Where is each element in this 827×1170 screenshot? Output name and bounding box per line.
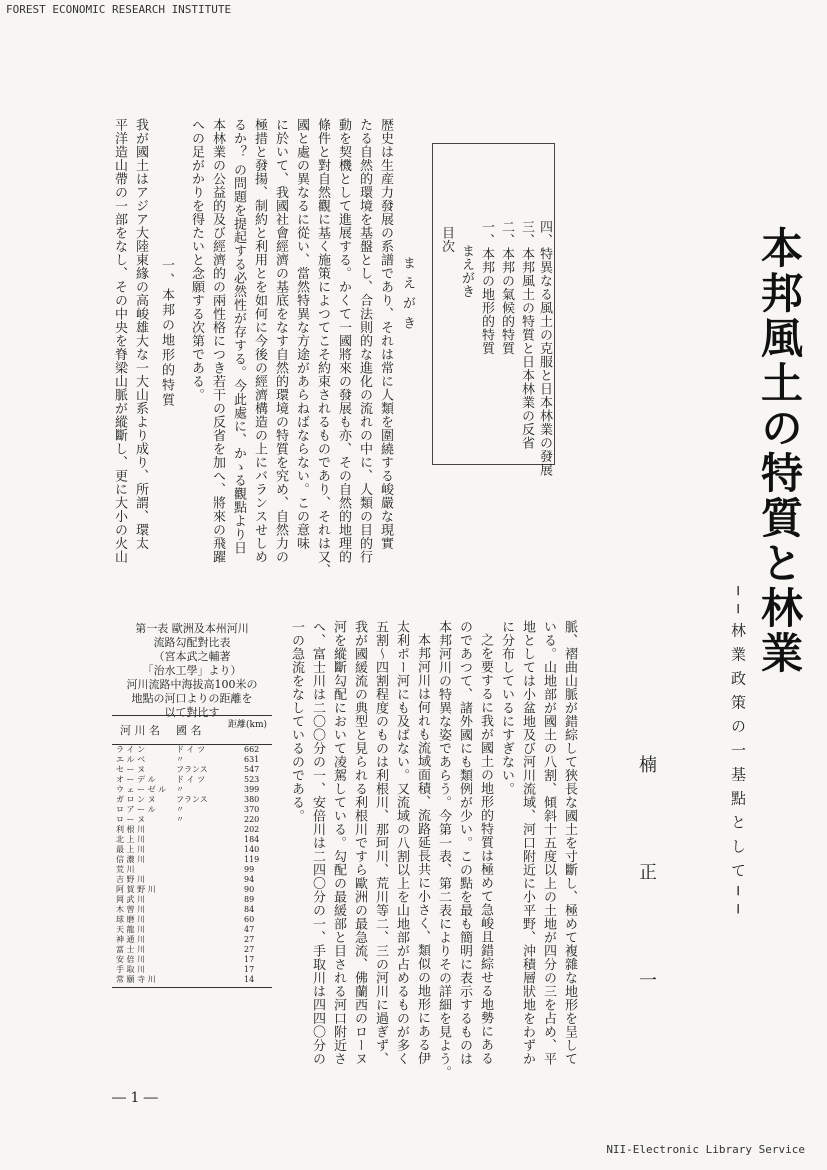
cell-distance: 99 (244, 865, 255, 874)
cell-river: 球 磨 川 (116, 915, 146, 924)
text-column: 極措と發揚、制約と利用とを如何に今後の經濟構造の上にバランスせしめ (252, 118, 267, 564)
text-column: 五割～四割程度のものは利根川、那珂川、荒川等二、三の河川に過ぎず、 (373, 620, 388, 1066)
cell-country: 〃 (176, 785, 184, 794)
table-row (112, 805, 272, 814)
cell-distance: 47 (244, 925, 255, 934)
cell-country: フランス (176, 765, 208, 774)
cell-river: 信 濃 川 (116, 855, 146, 864)
cell-river: 安 倍 川 (116, 955, 146, 964)
table-row (112, 835, 272, 844)
table-row (112, 935, 272, 944)
cell-distance: 184 (244, 835, 260, 844)
cell-river: 木 曾 川 (116, 905, 146, 914)
cell-distance: 380 (244, 795, 260, 804)
table-row (112, 865, 272, 874)
header-river: 河 川 名 (120, 724, 160, 737)
table-row (112, 975, 272, 984)
table-row (112, 785, 272, 794)
text-column: 我が國緩流の典型と見られる利根川ですら歐洲の最急流、佛蘭西のローヌ (352, 620, 367, 1066)
text-column: いる。山地部が國土の八割、傾斜十五度以上の土地が四分の三を占め、平 (541, 620, 556, 1066)
table-row (112, 845, 272, 854)
table-1 (112, 622, 272, 1012)
table-row (112, 825, 272, 834)
section-heading-1: 一、本邦の地形的特質 (159, 258, 174, 408)
text-column: のであつて、諸外國にも類例が少い。この點を最も簡明に表示するものは (457, 620, 472, 1066)
cell-river: 北 上 川 (116, 835, 146, 844)
cell-distance: 202 (244, 825, 260, 834)
cell-river: 最 上 川 (116, 845, 146, 854)
cell-river: ウ ェ ー ゼ ル (116, 785, 167, 794)
cell-distance: 547 (244, 765, 260, 774)
text-column: 本林業の公益的及び經濟的の兩性格につき若干の反省を加へ、將來の飛躍 (210, 118, 225, 564)
cell-distance: 60 (244, 915, 255, 924)
cell-distance: 27 (244, 945, 255, 954)
cell-river: エ ル ベ (116, 755, 146, 764)
toc-item: 二、本邦の氣候的特質 (499, 220, 514, 355)
header-country: 國 名 (176, 724, 202, 737)
cell-distance: 370 (244, 805, 260, 814)
cell-river: セ ー ヌ (116, 765, 146, 774)
table-row (112, 775, 272, 784)
cell-river: ガ ロ ン ヌ (116, 795, 156, 804)
cell-river: オ ー デ ル (116, 775, 156, 784)
cell-river: ラ イ ン (116, 745, 146, 754)
table-row (112, 765, 272, 774)
cell-distance: 14 (244, 975, 255, 984)
cell-distance: 631 (244, 755, 260, 764)
table-row (112, 795, 272, 804)
table-row (112, 945, 272, 954)
table-row (112, 855, 272, 864)
cell-distance: 17 (244, 965, 255, 974)
header-distance: 距離(km) (228, 720, 268, 730)
table-caption: 第一表 歐洲及本州河川 流路勾配對比表 （宮本武之輔著 「治水工學」より） 河川流路中海拔高100米の 地點の河口よりの距離を 以て對比す (126, 622, 258, 719)
text-column: 平洋造山帶の一部をなし、その中央を脊梁山脈が縱斷し、更に大小の火山 (112, 118, 127, 564)
cell-river: 利 根 川 (116, 825, 146, 834)
cell-distance: 662 (244, 745, 260, 754)
table-row (112, 885, 272, 894)
cell-country: ド イ ツ (176, 745, 206, 754)
text-column: 條件と對自然觀に基く施策によつてこそ約束されるものであり、それは又、 (315, 118, 330, 577)
section-heading-intro: まえがき (400, 256, 415, 336)
table-row (112, 965, 272, 974)
cell-distance: 399 (244, 785, 260, 794)
text-column: 河を縱斷勾配において凌駕している。勾配の最緩部と目される河口附近さ (331, 620, 346, 1066)
text-column: 本邦河川の特異な姿であらう。今第一表、第二表によりその詳細を見よう。 (436, 620, 451, 1079)
text-column: 一の急流をなしているのである。 (289, 620, 304, 823)
cell-river: 吉 野 川 (116, 875, 146, 884)
text-column: たる自然的環境を基盤とし、合法則的な進化の流れの中に、人類の目的行 (357, 118, 372, 564)
cell-distance: 94 (244, 875, 255, 884)
header-institute: FOREST ECONOMIC RESEARCH INSTITUTE (6, 3, 232, 16)
table-row (112, 955, 272, 964)
cell-country: 〃 (176, 805, 184, 814)
text-column: に於いて、我國社會經濟の基底をなす自然的環境の特質を究め、自然力の (273, 118, 288, 564)
text-column: るか？ の問題を提起する必然性が存する。今此處に、かゝる觀點より日 (231, 118, 246, 555)
table-header (112, 715, 272, 745)
cell-country: ド イ ツ (176, 775, 206, 784)
cell-country: 〃 (176, 755, 184, 764)
table-row (112, 875, 272, 884)
text-column: 我が國土はアジア大陸東緣の高峻雄大な一大山系より成り、所謂、環太 (133, 118, 148, 550)
page-number: ― 1 ― (112, 1090, 158, 1106)
table-row (112, 745, 272, 754)
toc-item: 四、特異なる風土の克服と日本林業の發展 (537, 220, 552, 477)
text-column: 國と處の異なるに從い、當然特異な方途があらねばならない。この意味 (294, 118, 309, 550)
table-row (112, 815, 272, 824)
article-subtitle: ──林業政策の一基點として── (729, 586, 747, 923)
text-column: へ、富士川は二〇〇分の一、安倍川は二四〇分の一、手取川は四四〇分の (310, 620, 325, 1066)
toc-item: 三、本邦風土の特質と日本林業の反省 (519, 220, 534, 450)
cell-country: フランス (176, 795, 208, 804)
table-row (112, 895, 272, 904)
text-column: 太利ポー河にも及ばない。又流域の八割以上を山地部が占めるものが多く (394, 620, 409, 1066)
text-column: 地としては小盆地及び河川流域、河口附近に小平野、沖積層狀地をわずか (520, 620, 535, 1066)
article-title: 本邦風土の特質と林業 (755, 226, 804, 676)
cell-distance: 90 (244, 885, 255, 894)
cell-distance: 140 (244, 845, 260, 854)
table-row (112, 905, 272, 914)
cell-river: ロ ー ヌ (116, 815, 146, 824)
table-of-contents (432, 143, 555, 477)
text-column: に分布しているにすぎない。 (499, 620, 514, 796)
table-row (112, 755, 272, 764)
cell-river: ロ ア ー ル (116, 805, 156, 814)
text-column: 本邦河川は何れも流域面積、流路延長共に小さく、類似の地形にある伊 (415, 633, 430, 1065)
cell-distance: 89 (244, 895, 255, 904)
cell-river: 天 龍 川 (116, 925, 146, 934)
cell-distance: 220 (244, 815, 260, 824)
cell-country: 〃 (176, 815, 184, 824)
cell-distance: 27 (244, 935, 255, 944)
cell-river: 阿 賀 野 川 (116, 885, 156, 894)
toc-item: 一、本邦の地形的特質 (479, 220, 494, 355)
text-column: 歴史は生産力發展の系譜であり、それは常に人類を圍繞する峻嚴な現實 (378, 118, 393, 550)
footer-library: NII-Electronic Library Service (606, 1143, 805, 1156)
cell-river: 手 取 川 (116, 965, 146, 974)
toc-item: まえがき (459, 244, 474, 298)
text-column: 之を要するに我が國土の地形的特質は極めて急峻且錯綜せる地勢にある (478, 633, 493, 1065)
cell-river: 富 士 川 (116, 945, 146, 954)
cell-distance: 119 (244, 855, 260, 864)
table-row (112, 925, 272, 934)
text-column: への足がかりを得たいと念願する次第である。 (189, 118, 204, 402)
author-name: 楠 正 一 (636, 755, 657, 1031)
cell-distance: 523 (244, 775, 260, 784)
text-column: 脈、褶曲山脈が錯綜して狹長な國土を寸斷し、極めて複雜な地形を呈して (562, 620, 577, 1066)
cell-river: 神 通 川 (116, 935, 146, 944)
cell-river: 岡 武 川 (116, 895, 146, 904)
toc-heading: 目次 (439, 226, 454, 253)
cell-river: 荒 川 (116, 865, 135, 874)
table-row (112, 915, 272, 924)
table-body (112, 745, 272, 988)
cell-river: 常 願 寺 川 (116, 975, 156, 984)
cell-distance: 84 (244, 905, 255, 914)
text-column: 動を契機として進展する。かくて一國將來の發展も亦、その自然的地理的 (336, 118, 351, 564)
cell-distance: 17 (244, 955, 255, 964)
